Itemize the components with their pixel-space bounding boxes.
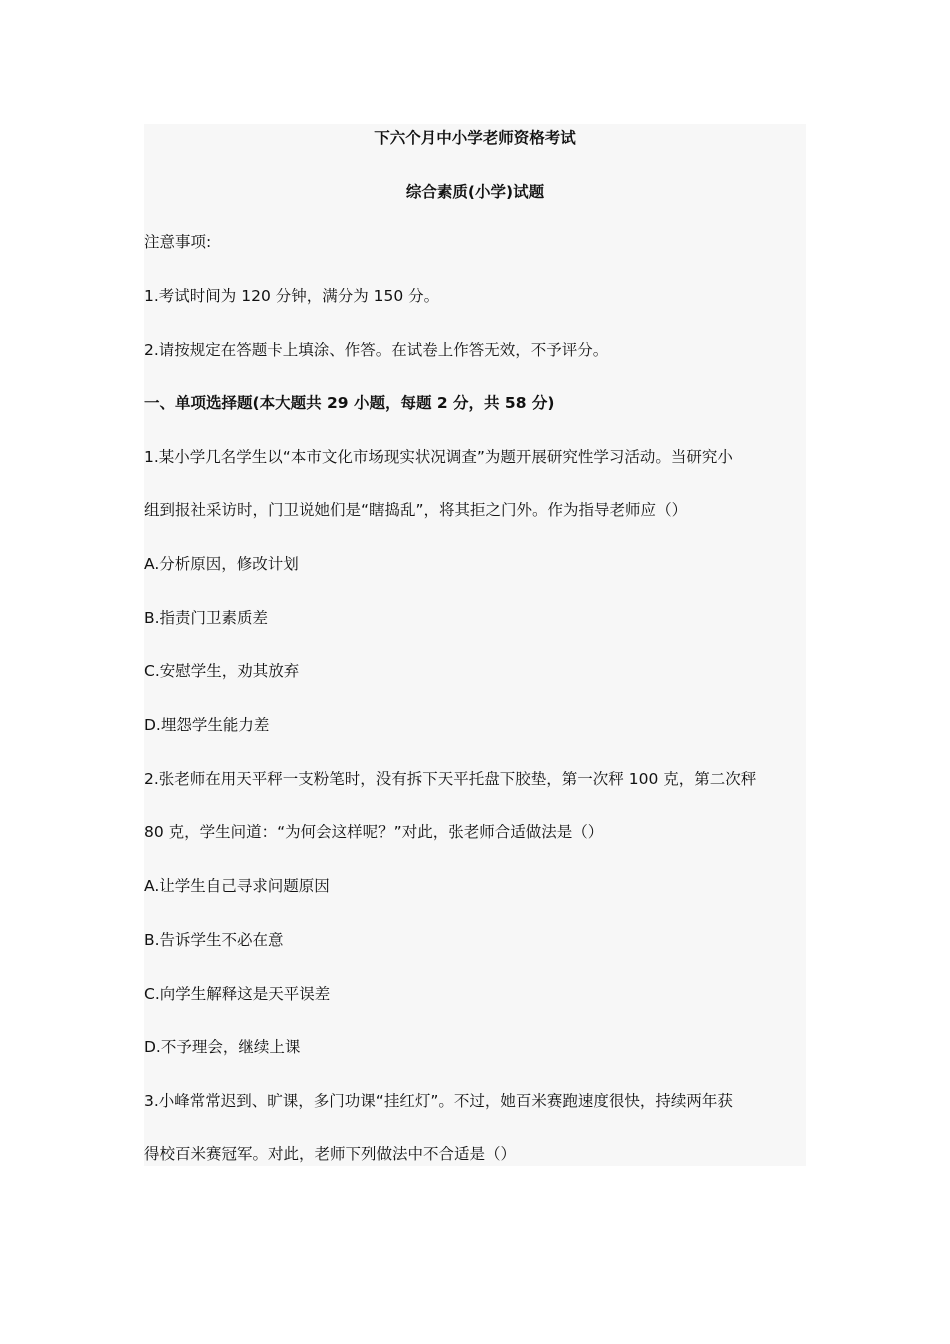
notice-item: 1.考试时间为 120 分钟，满分为 150 分。 — [144, 287, 440, 305]
notice-heading: 注意事项: — [144, 233, 212, 251]
question-stem-line: 2.张老师在用天平秤一支粉笔时，没有拆下天平托盘下胶垫，第一次秤 100 克，第二次秤 — [144, 770, 757, 788]
question-stem-line: 80 克，学生问道：“为何会这样呢？”对此，张老师合适做法是（） — [144, 823, 604, 841]
exam-title: 下六个月中小学老师资格考试 — [374, 129, 576, 147]
exam-subtitle: 综合素质(小学)试题 — [405, 183, 545, 201]
answer-option: B.告诉学生不必在意 — [144, 931, 284, 949]
section-heading: 一、单项选择题(本大题共 29 小题，每题 2 分，共 58 分) — [144, 394, 555, 412]
answer-option: C.向学生解释这是天平误差 — [144, 985, 331, 1003]
question-stem-line: 1.某小学几名学生以“本市文化市场现实状况调查”为题开展研究性学习活动。当研究小 — [144, 448, 733, 466]
answer-option: A.让学生自己寻求问题原因 — [144, 877, 330, 895]
answer-option: D.埋怨学生能力差 — [144, 716, 270, 734]
answer-option: C.安慰学生，劝其放弃 — [144, 662, 300, 680]
answer-option: B.指责门卫素质差 — [144, 609, 269, 627]
question-stem-line: 组到报社采访时，门卫说她们是“瞎捣乱”，将其拒之门外。作为指导老师应（） — [144, 501, 688, 519]
question-stem-line: 3.小峰常常迟到、旷课，多门功课“挂红灯”。不过，她百米赛跑速度很快，持续两年获 — [144, 1092, 733, 1110]
document-page — [144, 124, 806, 1166]
answer-option: D.不予理会，继续上课 — [144, 1038, 301, 1056]
notice-item: 2.请按规定在答题卡上填涂、作答。在试卷上作答无效，不予评分。 — [144, 341, 609, 359]
answer-option: A.分析原因，修改计划 — [144, 555, 299, 573]
question-stem-line: 得校百米赛冠军。对此，老师下列做法中不合适是（） — [144, 1145, 517, 1163]
